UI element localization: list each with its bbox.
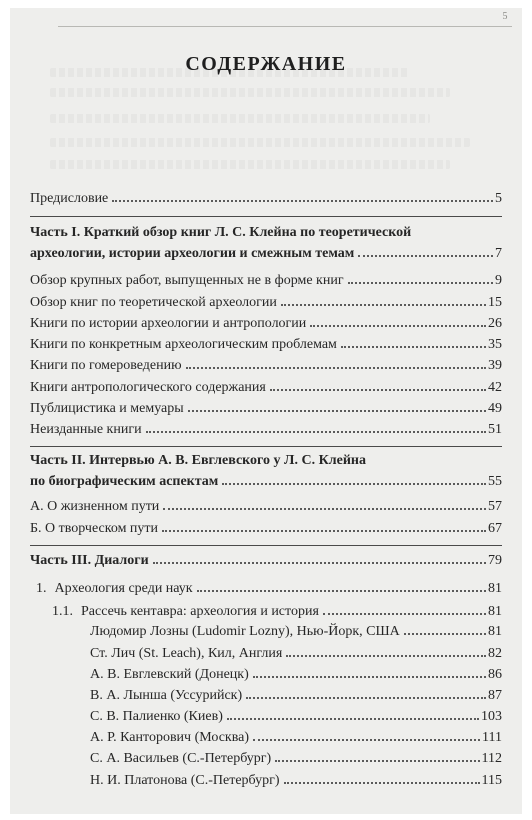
dot-leader: [197, 590, 486, 592]
toc-entry-text: В. А. Лынша (Уссурийск): [90, 688, 243, 703]
toc-entry[interactable]: [30, 420, 502, 440]
dot-leader: [253, 739, 480, 741]
toc-part-1[interactable]: [30, 222, 502, 264]
toc-page-number: 55: [488, 474, 502, 489]
dot-leader: [281, 304, 486, 306]
part-title-line1: Часть I. Краткий обзор книг Л. С. Клейна по теоретической: [30, 225, 412, 240]
dot-leader: [286, 655, 486, 657]
toc-page-number: 79: [488, 553, 502, 568]
table-of-contents: [10, 8, 522, 814]
toc-entry-text: Публицистика и мемуары: [30, 401, 184, 416]
dot-leader: [348, 282, 493, 284]
dot-leader: [341, 346, 486, 348]
toc-entry[interactable]: [30, 314, 502, 334]
toc-entry-text: С. В. Палиенко (Киев): [90, 709, 223, 724]
toc-author-entry[interactable]: [90, 749, 502, 769]
dot-leader: [146, 431, 486, 433]
dot-leader: [112, 200, 493, 202]
toc-entry-text: Неизданные книги: [30, 422, 142, 437]
toc-entry-text: Обзор крупных работ, выпущенных не в форме книг: [30, 273, 344, 288]
toc-entry-text: Ст. Лич (St. Leach), Кил, Англия: [90, 646, 283, 661]
section-divider: [30, 216, 502, 217]
dot-leader: [227, 718, 479, 720]
toc-author-entry[interactable]: [90, 644, 502, 664]
toc-author-entry[interactable]: [90, 665, 502, 685]
toc-entry[interactable]: [30, 399, 502, 419]
toc-entry-text: Предисловие: [30, 191, 109, 206]
dot-leader: [246, 697, 486, 699]
toc-subchapter[interactable]: [52, 602, 502, 622]
toc-page-number: 111: [482, 730, 502, 745]
toc-page-number: 81: [488, 581, 502, 596]
toc-entry-text: А. О жизненном пути: [30, 499, 160, 514]
toc-page-number: 57: [488, 499, 502, 514]
toc-part-3[interactable]: [30, 551, 502, 571]
toc-page-number: 42: [488, 380, 502, 395]
toc-entry-text: Н. И. Платонова (С.-Петербург): [90, 773, 280, 788]
toc-page-number: 82: [488, 646, 502, 661]
page-title: СОДЕРЖАНИЕ: [185, 53, 347, 75]
toc-author-entry[interactable]: [90, 707, 502, 727]
book-page: [10, 8, 522, 814]
dot-leader: [284, 782, 480, 784]
toc-entry[interactable]: [30, 335, 502, 355]
toc-page-number: 81: [488, 624, 502, 639]
toc-page-number: 7: [495, 246, 502, 261]
toc-entry-text: А. В. Евглевский (Донецк): [90, 667, 249, 682]
part-title-line2: археологии, истории археологии и смежным темам: [30, 246, 355, 261]
toc-chapter[interactable]: [36, 579, 502, 599]
part-title-line1: Часть II. Интервью А. В. Евглевского у Л. С. Клейна: [30, 453, 366, 468]
toc-page-number: 35: [488, 337, 502, 352]
toc-page-number: 103: [481, 709, 502, 724]
toc-entry[interactable]: [30, 519, 502, 539]
toc-entry-text: Часть III. Диалоги: [30, 553, 149, 568]
toc-entry-text: Обзор книг по теоретической археологии: [30, 295, 277, 310]
toc-page-number: 51: [488, 422, 502, 437]
toc-entry-text: Книги по конкретным археологическим проблемам: [30, 337, 337, 352]
toc-entry-text: Книги по гомероведению: [30, 358, 182, 373]
section-divider: [30, 446, 502, 447]
toc-author-entry[interactable]: [90, 771, 502, 791]
part-title-line2: по биографическим аспектам: [30, 474, 219, 489]
toc-entry[interactable]: [30, 271, 502, 291]
toc-page-number: 87: [488, 688, 502, 703]
dot-leader: [270, 389, 486, 391]
toc-page-number: 26: [488, 316, 502, 331]
toc-author-entry[interactable]: [90, 686, 502, 706]
toc-entry-text: А. Р. Канторович (Москва): [90, 730, 250, 745]
toc-entry-text: Рассечь кентавра: археология и история: [81, 604, 319, 619]
toc-page-number: 115: [481, 773, 502, 788]
toc-entry-number: 1.: [36, 581, 47, 596]
toc-page-number: 39: [488, 358, 502, 373]
toc-entry-text: Людомир Лозны (Ludomir Lozny), Нью-Йорк, США: [90, 624, 400, 639]
dot-leader: [358, 255, 493, 257]
dot-leader: [222, 483, 486, 485]
dot-leader: [275, 760, 479, 762]
dot-leader: [323, 613, 486, 615]
running-head-text: 5: [502, 11, 508, 22]
toc-entry-preface[interactable]: [30, 189, 502, 209]
dot-leader: [163, 508, 486, 510]
toc-page-number: 112: [481, 751, 502, 766]
dot-leader: [253, 676, 486, 678]
dot-leader: [188, 410, 486, 412]
toc-page-number: 49: [488, 401, 502, 416]
toc-author-entry[interactable]: [90, 622, 502, 642]
toc-page-number: 81: [488, 604, 502, 619]
dot-leader: [310, 325, 486, 327]
toc-entry-text: Книги антропологического содержания: [30, 380, 266, 395]
toc-entry-number: 1.1.: [52, 604, 73, 619]
toc-entry[interactable]: [30, 356, 502, 376]
section-divider: [30, 545, 502, 546]
toc-page-number: 67: [488, 521, 502, 536]
toc-entry[interactable]: [30, 378, 502, 398]
toc-page-number: 5: [495, 191, 502, 206]
toc-page-number: 9: [495, 273, 502, 288]
toc-part-2[interactable]: [30, 450, 502, 492]
toc-entry-text: С. А. Васильев (С.-Петербург): [90, 751, 272, 766]
dot-leader: [186, 367, 486, 369]
toc-entry[interactable]: [30, 293, 502, 313]
toc-page-number: 15: [488, 295, 502, 310]
dot-leader: [153, 562, 486, 564]
dot-leader: [162, 530, 486, 532]
toc-page-number: 86: [488, 667, 502, 682]
toc-entry[interactable]: [30, 497, 502, 517]
dot-leader: [404, 633, 486, 635]
toc-author-entry[interactable]: [90, 728, 502, 748]
toc-entry-text: Книги по истории археологии и антропологии: [30, 316, 307, 331]
toc-entry-text: Археология среди наук: [54, 581, 193, 596]
toc-entry-text: Б. О творческом пути: [30, 521, 159, 536]
